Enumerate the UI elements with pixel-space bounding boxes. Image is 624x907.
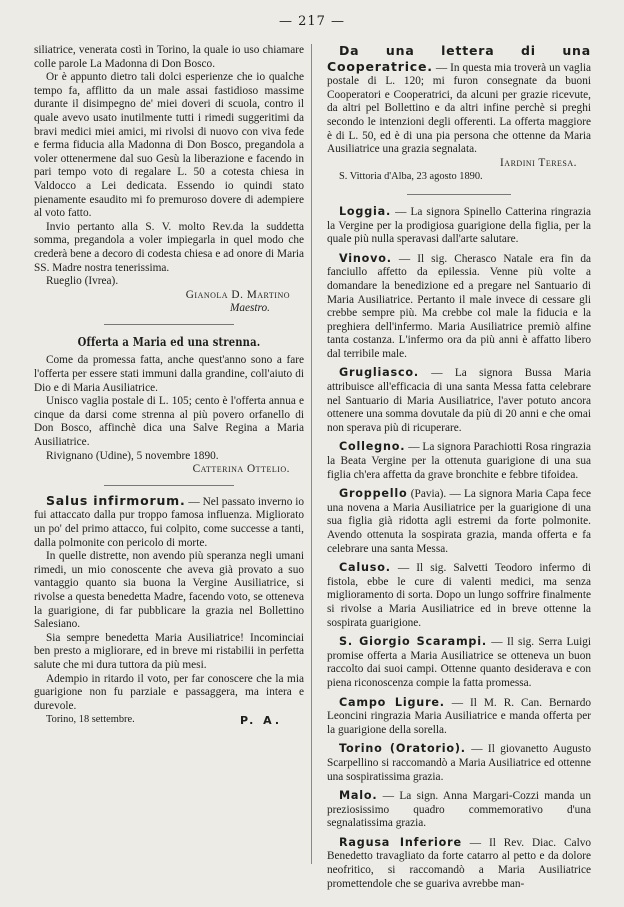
- grace-entry-place: Torino (Oratorio).: [339, 742, 466, 756]
- column-divider: [311, 44, 312, 864]
- letter-place-date: S. Vittoria d'Alba, 23 agosto 1890.: [339, 171, 483, 183]
- grace-entry-place: Campo Ligure.: [339, 695, 445, 709]
- section-paragraph: Come da promessa fatta, anche quest'anno sono a fare l'offerta per essere stati immuni dalla grandine, coll'aiuto di Dio e di Maria Ausiliatrice.: [34, 354, 304, 394]
- grace-entry: [327, 561, 591, 630]
- salus-paragraph: [34, 494, 304, 550]
- salus-title: Salus infirmorum.: [46, 492, 186, 508]
- grace-entry-text: — Il sig. Salvetti Teodoro infermo di fistola, ebbe le cure di valenti medici, ma senza miglioramento di sorta. Dopo un lungo soffrire finalmente si rivolse a Maria Ausiliatrice ed in breve ottenne la sospirata guarigione.: [327, 562, 591, 629]
- section-divider: [407, 194, 511, 195]
- grace-entry-place: Collegno.: [339, 440, 406, 454]
- grace-entry: [327, 366, 591, 435]
- grace-entry: [327, 440, 591, 482]
- grace-entry: [327, 836, 591, 891]
- section-divider: [104, 324, 234, 325]
- letter-title: Da una lettera di una Cooperatrice.: [327, 43, 591, 74]
- grace-entry-text: — Il M. R. Can. Bernardo Leoncini ringrazia Maria Ausiliatrice e manda offerta per la guarigione della sorella.: [327, 696, 591, 736]
- grace-entry: [327, 487, 591, 556]
- intro-paragraph: siliatrice, venerata costì in Torino, la quale io uso chiamare colle parole La Madonna di Don Bosco.: [34, 44, 304, 70]
- grace-entries: [327, 205, 591, 891]
- letter-text: — In questa mia troverà un vaglia postale di L. 120; mi furon consegnate da buoni Cooperatori e Cooperatrici, da alcuni per grazie ricevute, da altri pel Bollettino e da altri infine perchè si preghi secondo le intenzioni degli offerenti. La offerta maggiore è di L. 50, ed è di una pia persona che ottenne da Maria Ausiliatrice una grazia segnalata.: [327, 61, 591, 156]
- intro-paragraph: Invio pertanto alla S. V. molto Rev.da la suddetta somma, pregandola a voler impiegarla in quel modo che crederà bene a decoro di codesta chiesa e ad onore di Maria SS. Madre nostra tenerissima.: [34, 220, 304, 274]
- grace-entry: [327, 742, 591, 784]
- grace-entry: [327, 635, 591, 690]
- grace-entry: [327, 205, 591, 247]
- grace-entry: [327, 696, 591, 738]
- right-column: [327, 44, 591, 896]
- grace-entry-place: Caluso.: [339, 561, 391, 575]
- grace-entry-place: S. Giorgio Scarampi.: [339, 635, 487, 649]
- salus-signature: P. A.: [240, 713, 282, 727]
- salus-text: — Nel passato inverno io fui attaccato dalla pur troppo famosa influenza. Migliorato un po' del primo attacco, fui colpito, come successe a tanti, dalla polmonite con pericolo di morte.: [34, 495, 304, 549]
- grace-entry-text: — La signora Spinello Catterina ringrazia la Vergine per la prodigiosa guarigione della figlia, per la quale più nulla speravasi dall'arte salutare.: [327, 205, 591, 246]
- section-signature: Catterina Ottelio.: [192, 463, 290, 476]
- grace-entry-text: — La sign. Anna Margari-Cozzi manda un preziosissimo quadro commemorativo d'una segnalatissima grazia.: [327, 790, 591, 830]
- left-column: [34, 44, 304, 728]
- grace-entry-place: Ragusa Inferiore: [339, 835, 462, 849]
- intro-signature: Gianola D. Martino: [185, 288, 290, 301]
- grace-entry: [327, 789, 591, 831]
- grace-entry-place: Grugliasco.: [339, 366, 419, 380]
- section-place-date: Rivignano (Udine), 5 novembre 1890.: [46, 449, 219, 462]
- letter-signature: Iardini Teresa.: [500, 156, 577, 169]
- grace-entry-place: Malo.: [339, 789, 378, 803]
- salus-paragraph: Sia sempre benedetta Maria Ausiliatrice! Incominciai ben presto a migliorare, ed in breve mi ristabilii in perfetta salute che mi dura tuttora da più mesi.: [34, 631, 304, 671]
- intro-place: Rueglio (Ivrea).: [46, 275, 119, 288]
- grace-entry-text: — Il sig. Serra Luigi promise offerta a Maria Ausiliatrice se otteneva un buon raccolto dai suoi campi. Ottenne quanto desiderava e con piena riconoscenza compie la fatta promessa.: [327, 636, 592, 689]
- salus-paragraph: In quelle distrette, non avendo più speranza negli umani rimedi, un mio conoscente che aveva già provato a suo vantaggio quanto sia buona la Vergine Ausiliatrice, si rivolse a questa benedetta Madre, facendo voto, se otteneva la guarigione, di far pubblicare la grazia nel Bollettino Salesiano.: [34, 550, 304, 631]
- intro-paragraph: Or è appunto dietro tali dolci esperienze che io qualche tempo fa, afflitto da un male assai fastidioso massime durante il disimpegno de' miei doveri di scuola, contro il quale avevo usato inutilmente tutti i rimedi suggeritimi da bravi medici miei amici, mi rivolsi di nuovo con viva fede e ferma fiducia alla Madonna di Don Bosco, pregandola a voler ottenermene dal suo Gesù la liberazione e facendo in pari tempo voto di regalare L. 50 a cotesta chiesa in Valdocco a Lei dedicata. Essendo io quindi stato pienamente esaudito mi fo premuroso dovere di adempiere al voto fatto.: [34, 71, 304, 220]
- grace-entry-place: Groppello: [339, 487, 408, 501]
- grace-entry-text: — La signora Bussa Maria attribuisce all'efficacia di una santa Messa fatta celebrare nel Santuario di Maria Ausiliatrice, l'aver potuto ancora ottenere una somma dovutale da più di 20 anni e che omai non sperava più di ricuperare.: [327, 367, 591, 434]
- intro-role: Maestro.: [229, 302, 270, 315]
- grace-entry-text: — Il giovanetto Augusto Scarpellino si raccomandò a Maria Ausiliatrice ed ottenne una sospiratissima grazia.: [327, 743, 591, 783]
- grace-entry-text: (Pavia). — La signora Maria Capa fece una novena a Maria Ausiliatrice per la guarigione di una sua figlia già ridotta agli estremi da forte polmonite. Avendo ottenuta la sospirata grazia, manda offerta e fa celebrare una santa Messa.: [327, 488, 592, 555]
- grace-entry: [327, 252, 591, 362]
- page-number: — 217 —: [278, 14, 346, 29]
- grace-entry-text: — Il sig. Cherasco Natale era fin da fanciullo affetto da epilessia. Venne più volte a domandare la benedizione ed a pregare nel Santuario di Maria Ausiliatrice. Pertanto il male invece di cessare gli crebbe sempre più. Ma crebbe col male la fiducia e la preghiera dell'infermo. Maria Ausiliatrice premiò alfine tanta costanza. L'infermo ora da più anni è affatto libero dal terribile male.: [327, 252, 591, 360]
- grace-entry-text: — Il Rev. Diac. Calvo Benedetto travagliato da forte catarro al petto e da dolore neofritico, si raccomandò a Maria Ausiliatrice promettendole che se guariva avrebbe man-: [327, 836, 592, 890]
- section-paragraph: Unisco vaglia postale di L. 105; cento è l'offerta annua e cinque da darsi come strenna al più povero orfanello di Don Bosco, affinchè dica una Salve Regina a Maria Ausiliatrice.: [34, 395, 304, 449]
- grace-entry-text: — La signora Parachiotti Rosa ringrazia la Beata Vergine per la ottenuta guarigione di una sua figlia ch'era affetta da grave bronchite e febbre tifoidea.: [327, 441, 591, 481]
- section-divider: [104, 485, 234, 486]
- salus-date: Torino, 18 settembre.: [46, 714, 135, 726]
- grace-entry-place: Loggia.: [339, 204, 392, 218]
- letter-paragraph: [327, 44, 591, 157]
- section-title: Offerta a Maria ed una strenna.: [77, 333, 261, 349]
- grace-entry-place: Vinovo.: [339, 251, 392, 265]
- salus-paragraph: Adempio in ritardo il voto, per far conoscere che la mia guarigione non fu parziale e passaggera, ma intera e durevole.: [34, 672, 304, 712]
